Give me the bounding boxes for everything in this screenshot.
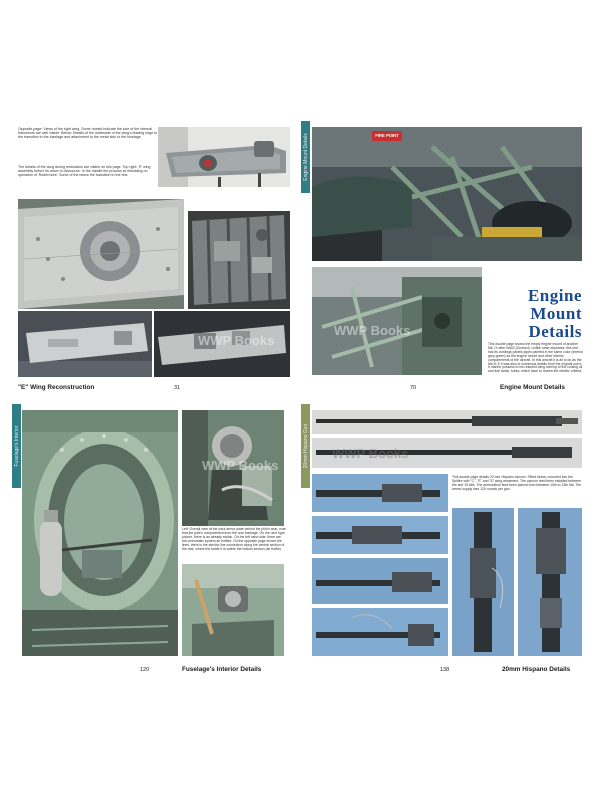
top-spread [12,121,586,396]
page-70-number: 70 [410,385,417,391]
page-138-number: 138 [440,667,450,673]
wing-photo-roundel [18,199,184,309]
fuselage-photo-large [22,410,178,656]
page-31-number: 31 [174,385,181,391]
cannon-photo-blue-1 [312,474,448,512]
watermark: WWP Books [334,323,411,338]
cannon-photo-vertical-1 [452,508,514,656]
page-138-footer: 20mm Hispano Details [502,666,571,673]
cannon-photo-blue-3 [312,558,448,604]
page-120-number: 120 [140,667,150,673]
wing-photo-top-right [158,127,290,187]
hispano-caption: This double-page details 20 mm Hispano cannon. Fitted below, mounted into the Spitfire with "C", "E" and "E" wing armament. The cannon feed been installed between the and 19 kills. The ammunition feed been placed from between 10th to 13th Mk. The ammo supply was 120 rounds per gun. [452,475,582,491]
fuselage-caption: Left: Overall view at the back armor plate behind the pilot's seat, note that the pilot's compartment from the rear fuselage. On the next right picture, there is an already switch. On the left hand side, there are two pneumatic system air bottles. On the opposite page shows the lines, there is the electric line connection along the central section of the rear, where the bottle it is visible the bottom section (air bottle). [182,527,286,551]
wing-caption-top: Opposite page: Views of the right wing. Some riveted indicate the size of the internal framework are well visible. Below: Details of the underside of the wing's leading edge to the transition to the fuselage and attachment to the metal skin to the fuselage. [18,127,158,140]
fuselage-photo-top-right [182,410,284,526]
page-31-footer: "E" Wing Reconstruction [18,384,95,391]
wing-photo-bottom-left [18,311,152,377]
cannon-photo-strip-2 [312,438,582,468]
page-70-footer: Engine Mount Details [500,384,565,391]
wing-caption-mid: The details of the wing during restoration are visible on this page. Top right: 'E' wing assembly before its return to Airbourne. In the middle the process at rebuilding on operation of 'Rodermont': Some of the below the transition to the ribs. [18,165,151,178]
fuselage-photo-bottom-right [182,564,284,656]
cannon-photo-strip-1 [312,410,582,434]
engine-mount-photo-large [312,127,582,261]
cannon-photo-blue-2 [312,516,448,554]
engine-mount-photo-small [312,267,482,375]
cannon-photo-blue-4 [312,608,448,656]
bottom-spread [12,404,586,680]
watermark: WWP Books [332,446,409,461]
engine-mount-title: Engine Mount Details [527,286,582,341]
engine-mount-caption: This double page shows the empty engine mount of another Mk. IX after WW2 (Duxford). Unlike other airplanes, this one has its cowlings panels pipes painted in the same color (interior grey-green) as the engine mount and other interior compartments of the aircraft. In this aircraft it is all to do as the Mk.IX E it was also in numerous details from the original one's. It marine possess to his restored wing coming of the cooling oil and fuel tanks, tubes, which have to review the electric criteria. [488,342,583,374]
cannon-photo-vertical-2 [518,508,582,656]
engine-mount-tab: Engine Mount Details [301,121,310,193]
hispano-tab: 20mm Hispano Gun [301,404,310,488]
watermark: WWP Books [202,458,279,473]
wing-photo-bottom-right [154,311,290,377]
fire-point-sign: FIRE POINT [375,133,399,138]
watermark: WWP Books [198,333,275,348]
wing-photo-interior-ribs [188,211,290,309]
page-120-footer: Fuselage's Interior Details [182,666,262,673]
fuselage-interior-tab: Fuselage's Interior [12,404,21,488]
